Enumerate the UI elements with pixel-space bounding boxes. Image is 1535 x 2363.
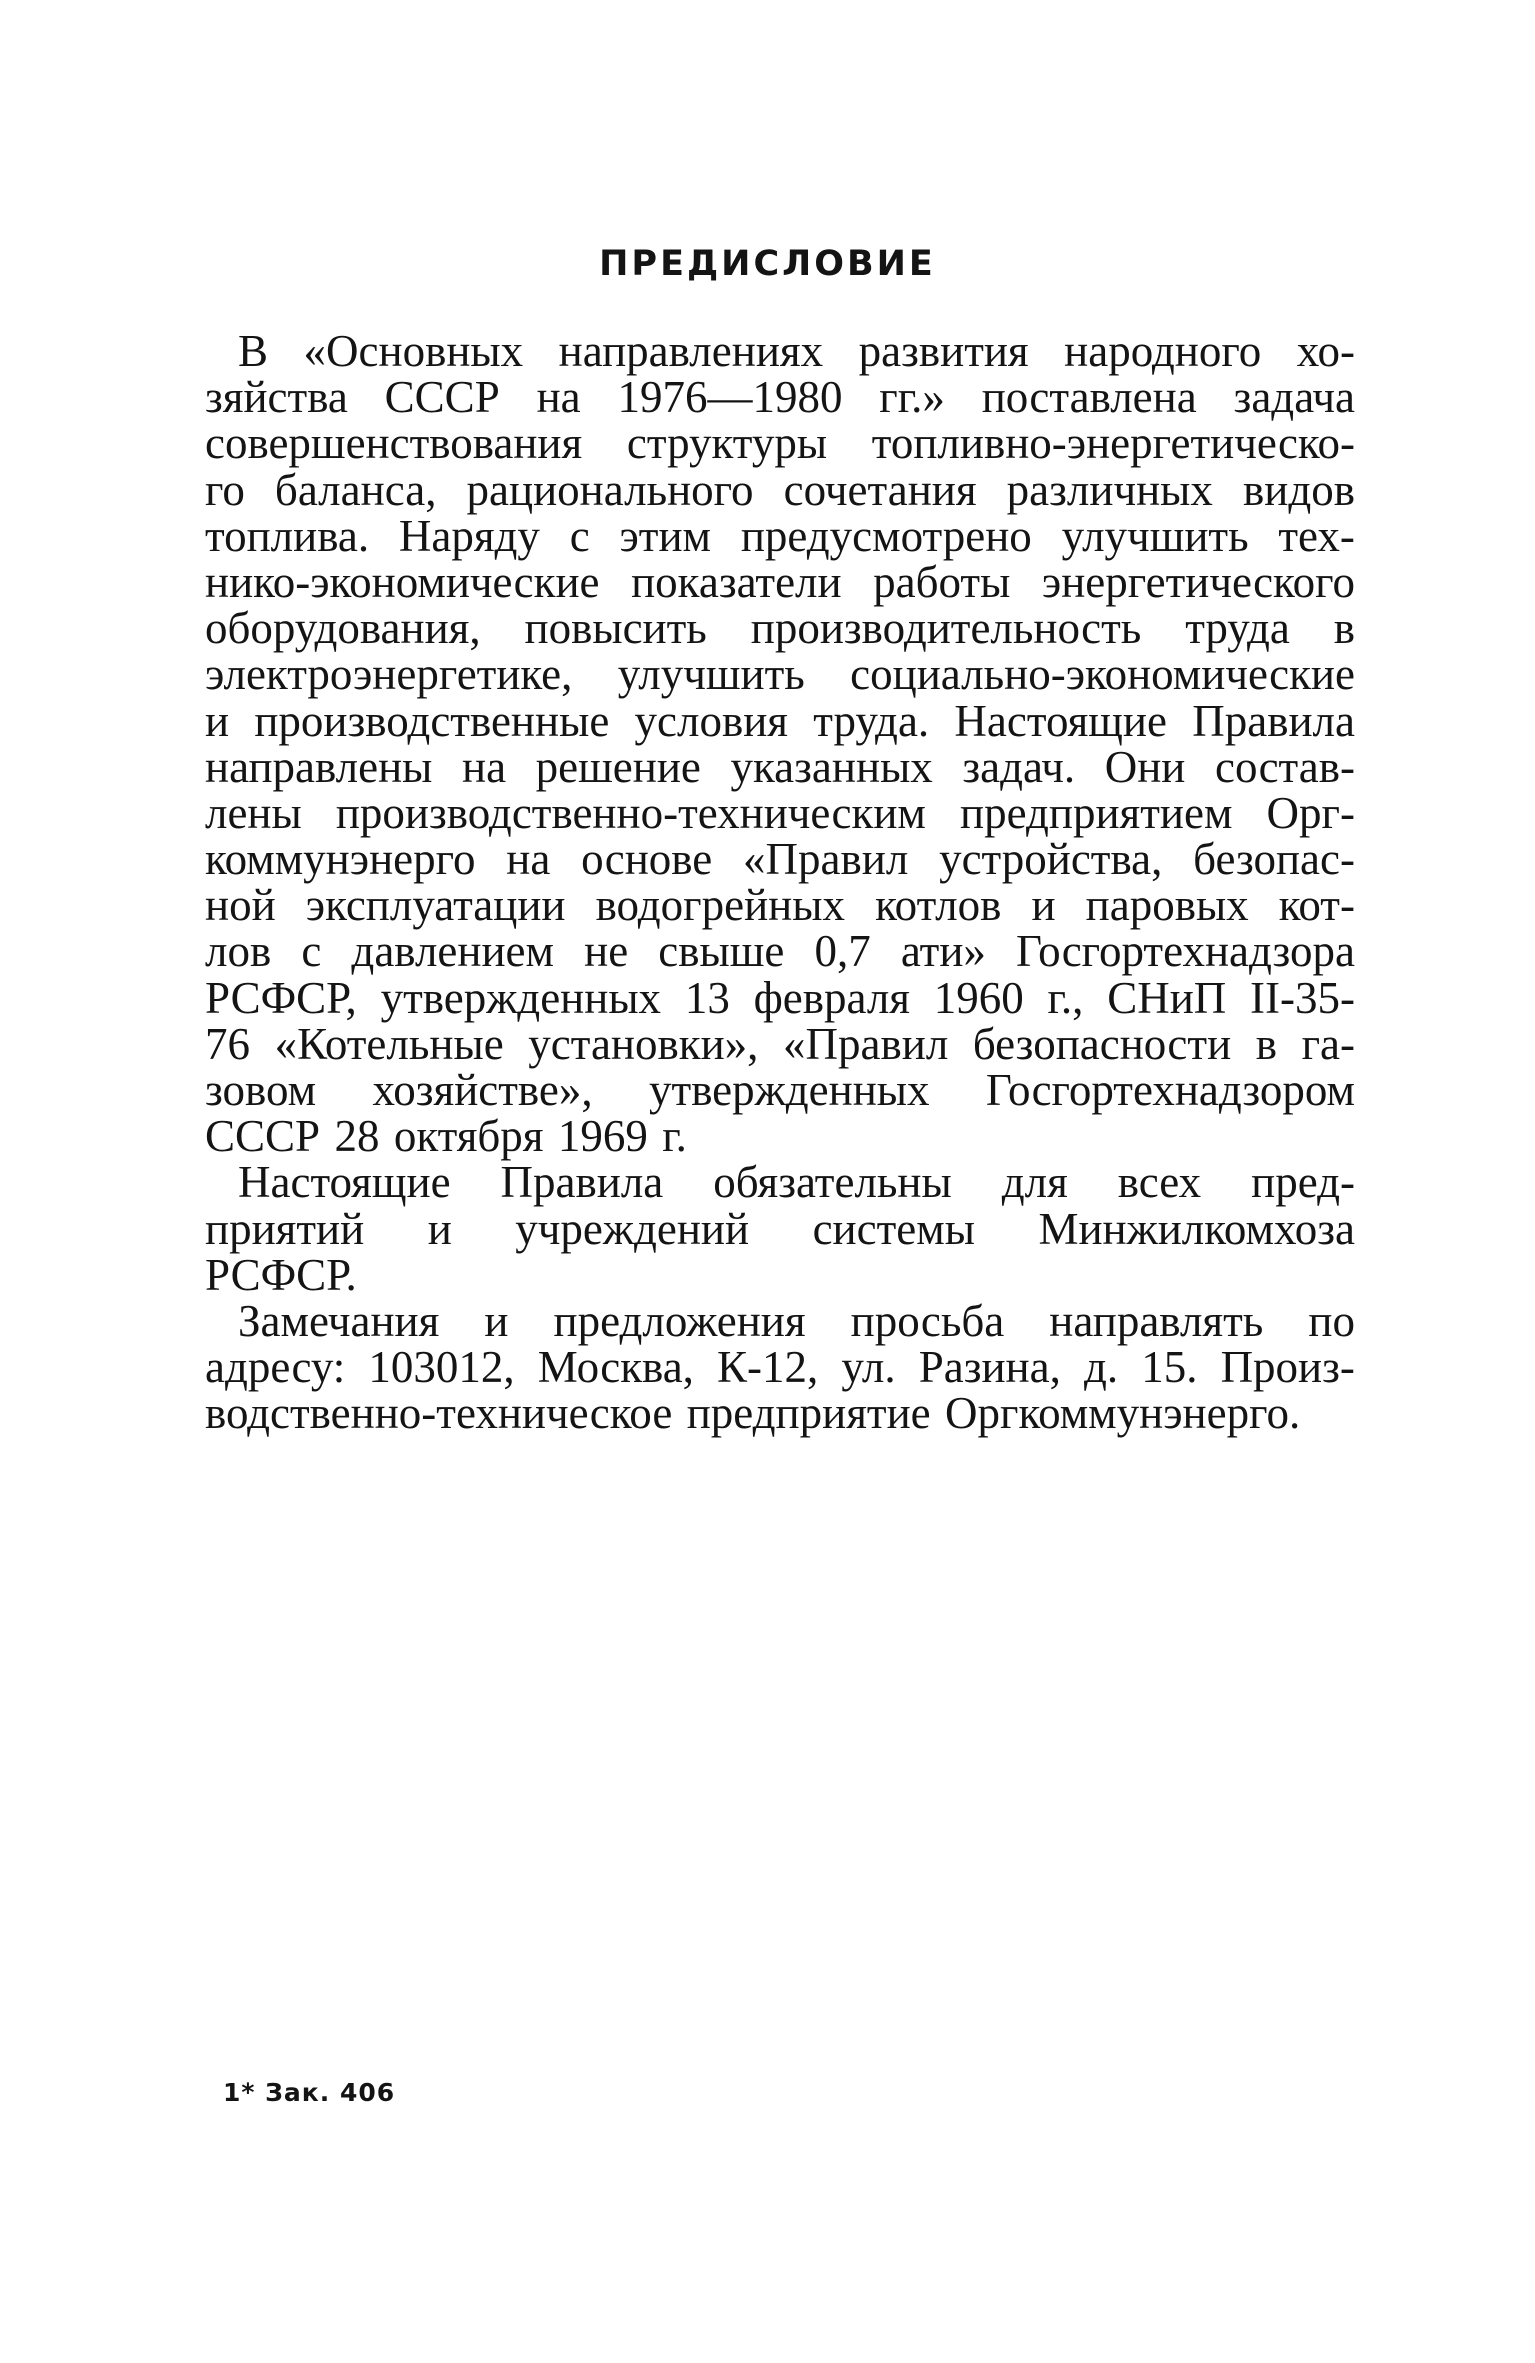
text-line: коммунэнерго на основе «Правил устройства, безопас- xyxy=(205,834,1355,885)
text-line: ной эксплуатации водогрейных котлов и паровых кот- xyxy=(205,880,1355,931)
text-line: го баланса, рационального сочетания различных видов xyxy=(205,464,1355,515)
document-body xyxy=(205,328,1355,1437)
document-title: ПРЕДИСЛОВИЕ xyxy=(599,244,936,284)
text-line: РСФСР, утвержденных 13 февраля 1960 г., СНиП II-35- xyxy=(205,972,1355,1023)
text-line: Настоящие Правила обязательны для всех пред- xyxy=(238,1157,1355,1208)
text-line: СССР 28 октября 1969 г. xyxy=(205,1111,687,1162)
text-line: зовом хозяйстве», утвержденных Госгортехнадзором xyxy=(205,1065,1355,1115)
text-line: В «Основных направлениях развития народного хо- xyxy=(238,326,1355,376)
print-order-footer: 1* Зак. 406 xyxy=(223,2078,396,2107)
text-line: зяйства СССР на 1976—1980 гг.» поставлена задача xyxy=(205,372,1355,423)
text-line: лов с давлением не свыше 0,7 ати» Госгортехнадзора xyxy=(205,926,1355,977)
text-line: приятий и учреждений системы Минжилкомхоза xyxy=(205,1203,1355,1254)
text-line: водственно-техническое предприятие Оргкоммунэнерго. xyxy=(205,1388,1301,1439)
text-line: Замечания и предложения просьба направлять по xyxy=(238,1295,1355,1346)
text-line: совершенствования структуры топливно-энергетическо- xyxy=(205,418,1355,469)
text-line: электроэнергетике, улучшить социально-экономические xyxy=(205,649,1355,700)
text-line: топлива. Наряду с этим предусмотрено улучшить тех- xyxy=(205,510,1355,561)
text-line: и производственные условия труда. Настоящие Правила xyxy=(205,695,1355,746)
text-line: адресу: 103012, Москва, К-12, ул. Разина, д. 15. Произ- xyxy=(205,1342,1355,1393)
text-line: лены производственно-техническим предприятием Орг- xyxy=(205,787,1355,838)
text-line: 76 «Котельные установки», «Правил безопасности в га- xyxy=(205,1018,1355,1069)
text-line: направлены на решение указанных задач. Они состав- xyxy=(205,741,1355,792)
text-line: РСФСР. xyxy=(205,1249,357,1300)
text-line: нико-экономические показатели работы энергетического xyxy=(205,556,1355,607)
text-line: оборудования, повысить производительность труда в xyxy=(205,603,1355,654)
